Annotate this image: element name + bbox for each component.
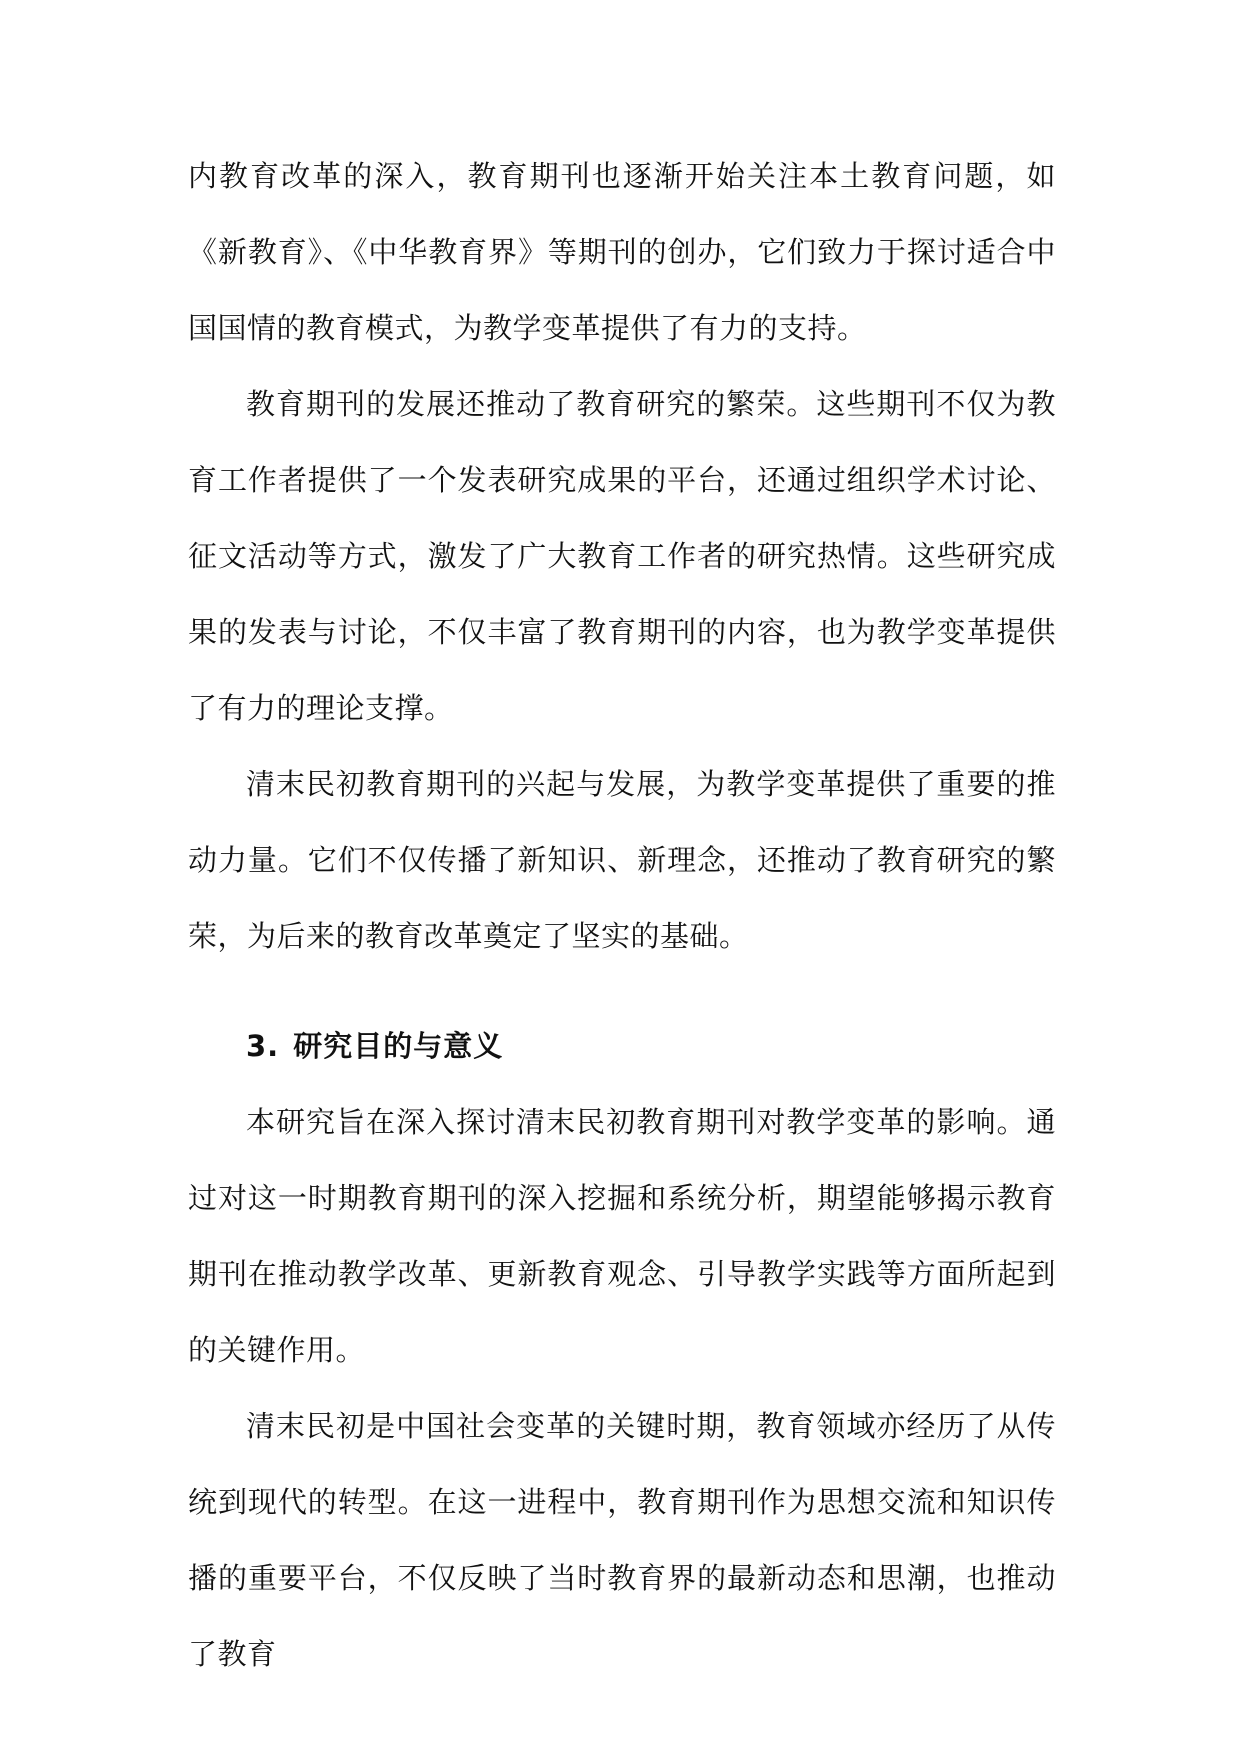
paragraph-research-prosperity: 教育期刊的发展还推动了教育研究的繁荣。这些期刊不仅为教育工作者提供了一个发表研究成果的平台，还通过组织学术讨论、征文活动等方式，激发了广大教育工作者的研究热情。这些研究成果的发表与讨论，不仅丰富了教育期刊的内容，也为教学变革提供了有力的理论支撑。 — [188, 387, 1056, 725]
paragraph-conclusion-rise: 清末民初教育期刊的兴起与发展，为教学变革提供了重要的推动力量。它们不仅传播了新知识、新理念，还推动了教育研究的繁荣，为后来的教育改革奠定了坚实的基础。 — [188, 767, 1056, 953]
section-heading — [188, 1008, 1056, 1084]
paragraph-continuation: 内教育改革的深入，教育期刊也逐渐开始关注本土教育问题，如《新教育》、《中华教育界》等期刊的创办，它们致力于探讨适合中国国情的教育模式，为教学变革提供了有力的支持。 — [188, 159, 1056, 345]
paragraph-historical-context: 清末民初是中国社会变革的关键时期，教育领域亦经历了从传统到现代的转型。在这一进程中，教育期刊作为思想交流和知识传播的重要平台，不仅反映了当时教育界的最新动态和思潮，也推动了教育 — [188, 1409, 1056, 1671]
section-title: 研究目的与意义 — [293, 1029, 504, 1063]
section-number: 3. — [246, 1029, 280, 1063]
document-body — [188, 138, 1056, 1692]
paragraph-research-purpose: 本研究旨在深入探讨清末民初教育期刊对教学变革的影响。通过对这一时期教育期刊的深入挖掘和系统分析，期望能够揭示教育期刊在推动教学改革、更新教育观念、引导教学实践等方面所起到的关键作用。 — [188, 1105, 1056, 1367]
